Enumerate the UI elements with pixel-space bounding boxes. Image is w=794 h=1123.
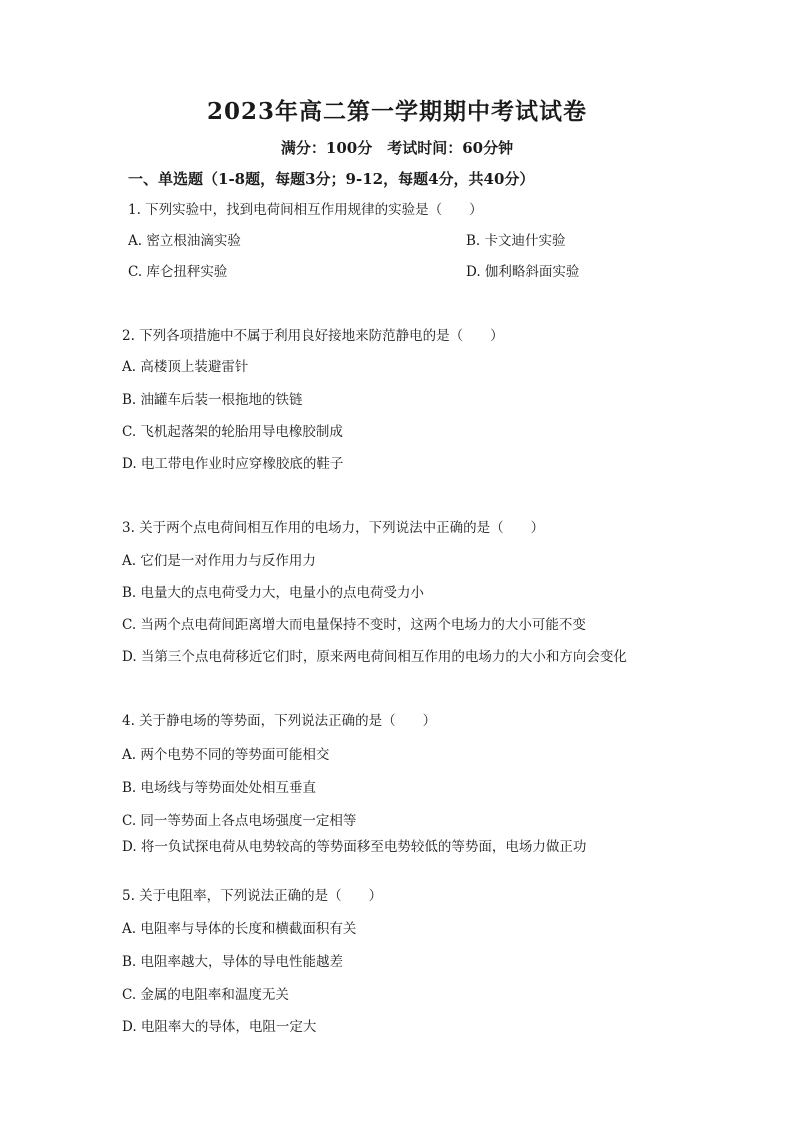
question-2-option-b: B. 油罐车后装一根拖地的铁链 xyxy=(122,392,303,408)
section-heading: 一、单选题（1-8题，每题3分；9-12，每题4分，共40分） xyxy=(128,170,535,188)
question-4-stem: 4. 关于静电场的等势面，下列说法正确的是（ ） xyxy=(122,713,437,729)
question-3-option-d: D. 当第三个点电荷移近它们时，原来两电荷间相互作用的电场力的大小和方向会变化 xyxy=(122,649,627,665)
question-3-option-c: C. 当两个点电荷间距离增大而电量保持不变时，这两个电场力的大小可能不变 xyxy=(122,617,586,633)
question-1-option-a: A. 密立根油滴实验 xyxy=(128,233,241,249)
question-4-option-c: C. 同一等势面上各点电场强度一定相等 xyxy=(122,813,357,829)
question-1-option-d: D. 伽利略斜面实验 xyxy=(466,264,580,280)
exam-title: 2023年高二第一学期期中考试试卷 xyxy=(206,98,587,125)
question-2-option-c: C. 飞机起落架的轮胎用导电橡胶制成 xyxy=(122,424,343,440)
question-3-option-b: B. 电量大的点电荷受力大，电量小的点电荷受力小 xyxy=(122,585,425,601)
question-2-option-a: A. 高楼顶上装避雷针 xyxy=(122,359,249,375)
question-1-stem: 1. 下列实验中，找到电荷间相互作用规律的实验是（ ） xyxy=(128,202,483,218)
question-1-option-c: C. 库仑扭秤实验 xyxy=(128,264,228,280)
question-3-option-a: A. 它们是一对作用力与反作用力 xyxy=(122,553,316,569)
question-2-stem: 2. 下列各项措施中不属于利用良好接地来防范静电的是（ ） xyxy=(122,328,504,344)
exam-subtitle: 满分：100分 考试时间：60分钟 xyxy=(280,139,514,157)
question-1-option-b: B. 卡文迪什实验 xyxy=(466,233,566,249)
question-5-stem: 5. 关于电阻率，下列说法正确的是（ ） xyxy=(122,888,383,904)
question-4-option-a: A. 两个电势不同的等势面可能相交 xyxy=(122,747,330,763)
question-4-option-d: D. 将一负试探电荷从电势较高的等势面移至电势较低的等势面，电场力做正功 xyxy=(122,839,587,855)
question-5-option-d: D. 电阻率大的导体，电阻一定大 xyxy=(122,1019,317,1035)
question-5-option-b: B. 电阻率越大，导体的导电性能越差 xyxy=(122,954,344,970)
question-2-option-d: D. 电工带电作业时应穿橡胶底的鞋子 xyxy=(122,456,344,472)
question-4-option-b: B. 电场线与等势面处处相互垂直 xyxy=(122,780,317,796)
question-3-stem: 3. 关于两个点电荷间相互作用的电场力，下列说法中正确的是（ ） xyxy=(122,520,545,536)
question-5-option-a: A. 电阻率与导体的长度和横截面积有关 xyxy=(122,921,357,937)
question-5-option-c: C. 金属的电阻率和温度无关 xyxy=(122,987,289,1003)
